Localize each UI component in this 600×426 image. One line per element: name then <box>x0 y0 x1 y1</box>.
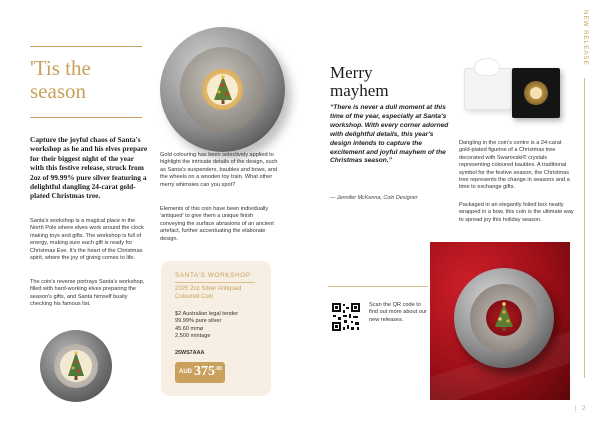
product-card <box>161 261 271 396</box>
spec-diameter: 45.60 mmø <box>175 325 204 332</box>
coin-front-small-image <box>40 330 112 402</box>
price-cents: .00 <box>215 366 222 372</box>
column2-paragraph-1: Gold colouring has been selectively applied to highlight the intricate details of the design, such as Santa's suspenders, baubles and bows, and the wheels on a wooden toy train. What other merry whimsies can you spot? <box>160 152 278 188</box>
qr-caption: Scan the QR code to find out more about our new releases. <box>369 302 427 323</box>
price-badge <box>175 362 225 383</box>
card-rule <box>175 282 255 283</box>
spec-purity: 99.99% pure silver <box>175 318 222 325</box>
spec-mintage: 2,500 mintage <box>175 333 211 340</box>
page-title-right-line1: Merry <box>330 63 373 82</box>
coin-on-velvet-image <box>430 242 570 400</box>
vertical-label-wrapper <box>577 10 591 80</box>
designer-quote: “There is never a dull moment at this time of the year, especially at Santa's workshop. With every corner adorned with delightful details, this year's design intends to capture the excitement and joyful mayhem of the Christmas season.” <box>330 104 449 165</box>
christmas-tree-icon <box>64 350 88 382</box>
product-specs <box>175 311 238 341</box>
spec-legal-tender: $2 Australian legal tender <box>175 311 239 317</box>
body-paragraph-2: The coin's reverse portrays Santa's workshop, filled with hard-working elves preparing the season's gifts, and Santa himself busily checking his famous list. <box>30 279 145 308</box>
title-top-rule <box>30 46 142 47</box>
display-case <box>512 68 560 118</box>
price-currency: AUD <box>179 369 192 375</box>
price-value: 375 <box>194 364 215 379</box>
page-number-separator: | <box>575 405 577 412</box>
column2-paragraph-2: Elements of this coin have been individually 'antiqued' to give them a unique finish conveying the surface abrasions of an ancient artefact, further accentuating the elaborate design. <box>160 206 274 242</box>
new-release-label: NEW RELEASE <box>582 10 589 66</box>
right-paragraph-1: Dangling in the coin's centre is a 24-carat gold-plated figurine of a Christmas tree decorated with Swarovski® crystals representing coloured baubles. A traditional symbol for the festive season, the Christmas tree represents the change in seasons and a time to exchange gifts. <box>459 140 570 191</box>
quote-attribution: — Jennifer McKenna, Coin Designer <box>330 195 418 201</box>
product-name: 2025 2oz Silver Antiqued Coloured Coin <box>175 286 242 300</box>
qr-code-icon[interactable] <box>331 302 361 332</box>
page-number: 2 <box>582 405 586 412</box>
qr-top-rule <box>328 286 428 287</box>
right-paragraph-2: Packaged in an elegantly foiled box neatly wrapped in a bow, this coin is the ultimate way to spread joy this holiday season. <box>459 202 574 223</box>
vertical-rule <box>584 78 585 378</box>
title-bottom-rule <box>30 117 142 118</box>
page-title-right-line2: mayhem <box>330 81 389 100</box>
intro-text: Capture the joyful chaos of Santa's workshop as he and his elves prepare for their biggest night of the year with this festive release, struck from 2oz of 99.99% pure silver featuring a delightful dangling 24-carat gold-plated Christmas tree. <box>30 135 148 201</box>
christmas-tree-icon <box>211 74 235 106</box>
product-code: 25WS7AAA <box>175 350 205 356</box>
coin-reverse-image <box>160 27 285 152</box>
christmas-tree-icon <box>492 300 516 334</box>
product-eyebrow: SANTA'S WORKSHOP <box>175 272 251 279</box>
page-title-left: 'Tis the season <box>30 56 91 103</box>
ribbon-bow <box>474 58 500 76</box>
body-paragraph-1: Santa's workshop is a magical place in the North Pole where elves work around the clock making toys and gifts. The workshop is full of energy, making sure each gift is ready for Christmas Eve. It's the heart of the Christmas spirit, where the joy of giving comes to life. <box>30 218 144 262</box>
packaging-image <box>460 54 564 128</box>
